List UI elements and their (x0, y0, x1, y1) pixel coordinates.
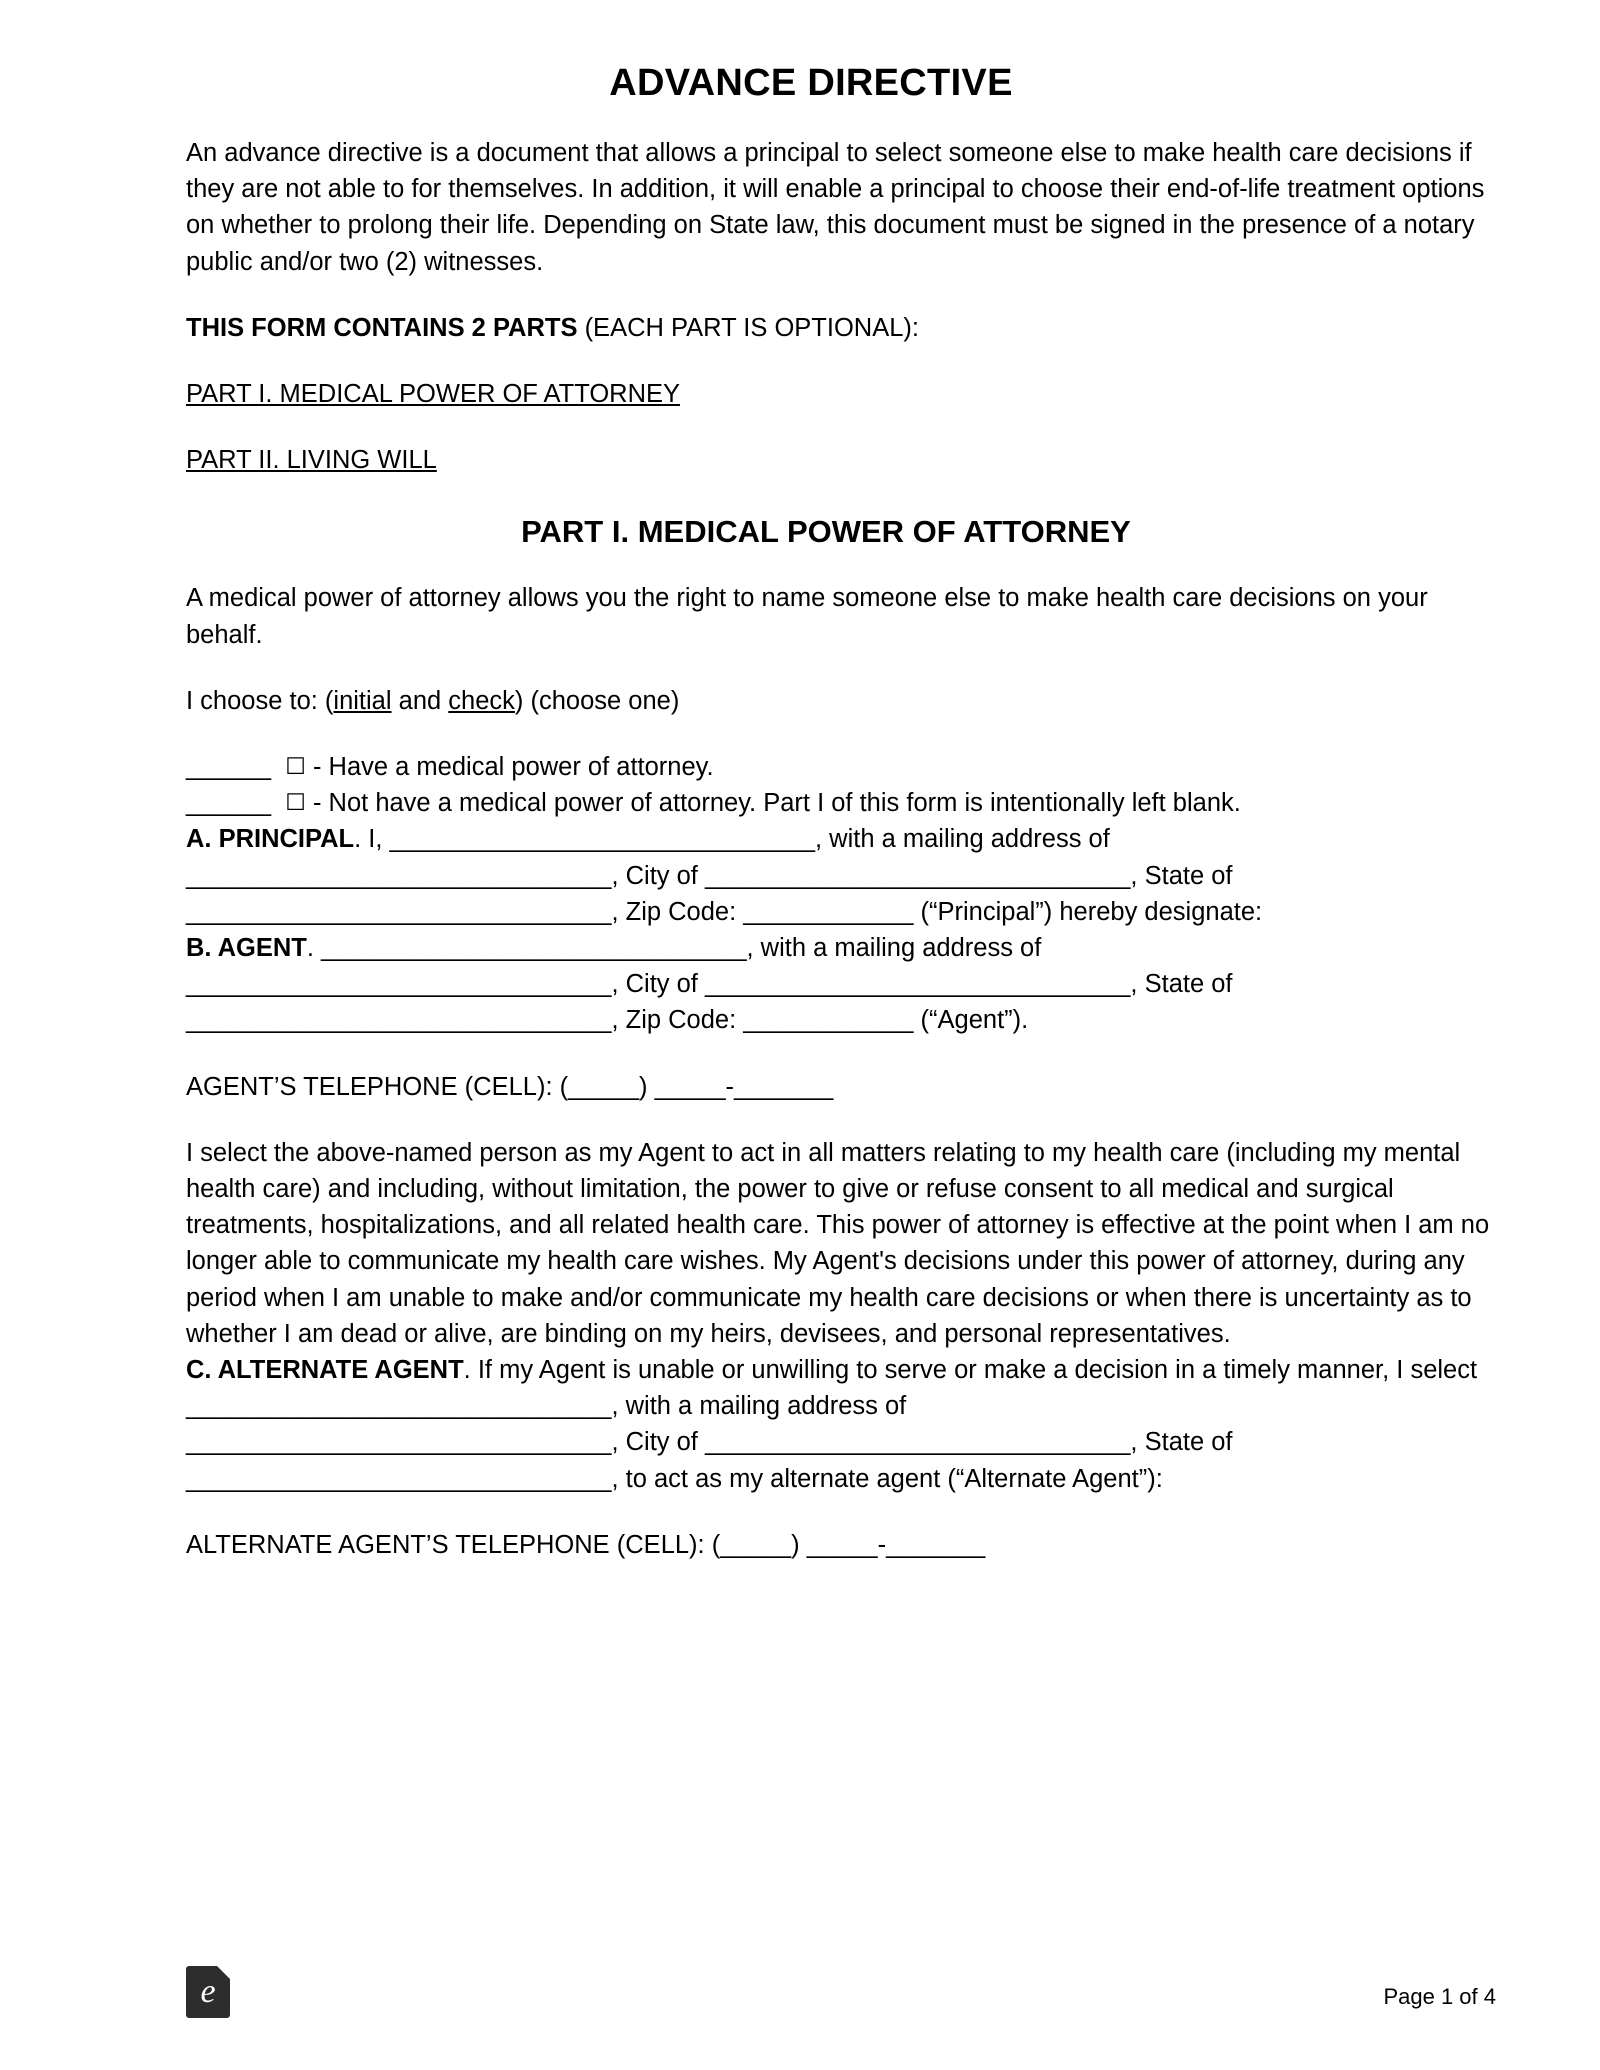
link-part-two[interactable] (186, 442, 1496, 478)
link-part-one-label: PART I. MEDICAL POWER OF ATTORNEY (186, 380, 681, 409)
initial-blank-have[interactable]: ______ (186, 753, 272, 782)
agent-line-1-text[interactable]: . ______________________________, with a mailing address of (306, 934, 1042, 963)
section-principal (186, 821, 1496, 930)
link-part-two-label: PART II. LIVING WILL (186, 446, 437, 475)
choose-instruction (186, 683, 1496, 719)
form-parts-heading-rest: (EACH PART IS OPTIONAL): (577, 313, 919, 342)
intro-paragraph: An advance directive is a document that allows a principal to select someone else to make health care decisions if they are not able to for themselves. In addition, it will enable a principal to choose their end-of-life treatment options on whether to prolong their life. Depending on State law, this document must be signed in the presence of a notary public and/or two (2) witnesses. (186, 139, 1485, 276)
page-title: ADVANCE DIRECTIVE (609, 62, 1013, 104)
principal-line-1 (186, 821, 1496, 857)
section-alternate-agent (186, 1352, 1496, 1497)
choice-option-not-have[interactable] (186, 785, 1496, 821)
principal-line-1-text[interactable]: . I, ______________________________, with a mailing address of (354, 825, 1110, 854)
alternate-line-3[interactable]: ______________________________, to act as my alternate agent (“Alternate Agent”): (186, 1464, 1163, 1493)
logo-fold-corner (217, 1966, 230, 1979)
alternate-line-1 (186, 1352, 1496, 1424)
principal-line-3[interactable]: ______________________________, Zip Code: ____________ (“Principal”) hereby designate: (186, 897, 1263, 926)
mpoa-description: A medical power of attorney allows you the right to name someone else to make health care decisions on your behalf. (186, 584, 1428, 649)
choose-and-word: and (391, 686, 449, 715)
page-footer (186, 1962, 1496, 2018)
agent-line-1 (186, 930, 1496, 966)
alternate-agent-telephone-field[interactable]: ALTERNATE AGENT’S TELEPHONE (CELL): (_____) _____-_______ (186, 1530, 986, 1559)
choice-options (186, 749, 1496, 821)
choose-check-word: check (448, 686, 515, 715)
link-part-one[interactable] (186, 376, 1496, 412)
agent-powers-paragraph: I select the above-named person as my Agent to act in all matters relating to my health care (including my mental health care) and including, without limitation, the power to give or refuse consent to all medical and surgical treatments, hospitalizations, and all related health care. This power of attorney is effective at the point when I am no longer able to communicate my health care wishes. My Agent's decisions under this power of attorney, during any period when I am unable to make and/or communicate my health care decisions or when there is uncertainty as to whether I am dead or alive, are binding on my heirs, devisees, and personal representatives. (186, 1138, 1490, 1348)
agent-telephone-field[interactable]: AGENT’S TELEPHONE (CELL): (_____) _____-_______ (186, 1072, 834, 1101)
alternate-line-2[interactable]: ______________________________, City of ______________________________, State of (186, 1428, 1233, 1457)
checkbox-icon[interactable]: ☐ (285, 789, 306, 816)
choose-initial-word: initial (333, 686, 392, 715)
agent-line-3[interactable]: ______________________________, Zip Code: ____________ (“Agent”). (186, 1006, 1029, 1035)
checkbox-icon[interactable]: ☐ (285, 753, 306, 780)
choice-option-have-label: - Have a medical power of attorney. (305, 753, 714, 782)
eforms-logo-letter: e (200, 1973, 216, 2010)
choice-option-not-have-label: - Not have a medical power of attorney. Part I of this form is intentionally left blank. (305, 789, 1241, 818)
initial-blank-not-have[interactable]: ______ (186, 789, 272, 818)
page-number: Page 1 of 4 (1383, 1984, 1496, 2009)
choice-option-have[interactable] (186, 749, 1496, 785)
choose-prefix: I choose to: ( (186, 686, 334, 715)
section-agent (186, 930, 1496, 1039)
agent-line-2[interactable]: ______________________________, City of ______________________________, State of (186, 970, 1233, 999)
eforms-logo-icon (186, 1966, 230, 2018)
section-title-part-one: PART I. MEDICAL POWER OF ATTORNEY (521, 514, 1131, 550)
choose-suffix: ) (choose one) (514, 686, 680, 715)
form-parts-heading (186, 310, 1496, 346)
principal-label: A. PRINCIPAL (186, 825, 355, 854)
alternate-agent-label: C. ALTERNATE AGENT (186, 1356, 464, 1385)
agent-label: B. AGENT (186, 934, 307, 963)
form-parts-heading-bold: THIS FORM CONTAINS 2 PARTS (186, 313, 578, 342)
principal-line-2[interactable]: ______________________________, City of ______________________________, State of (186, 861, 1233, 890)
alternate-line-1-text[interactable]: . If my Agent is unable or unwilling to serve or make a decision in a timely manner, I select ______________________________, with a mailing address of (186, 1356, 1478, 1421)
